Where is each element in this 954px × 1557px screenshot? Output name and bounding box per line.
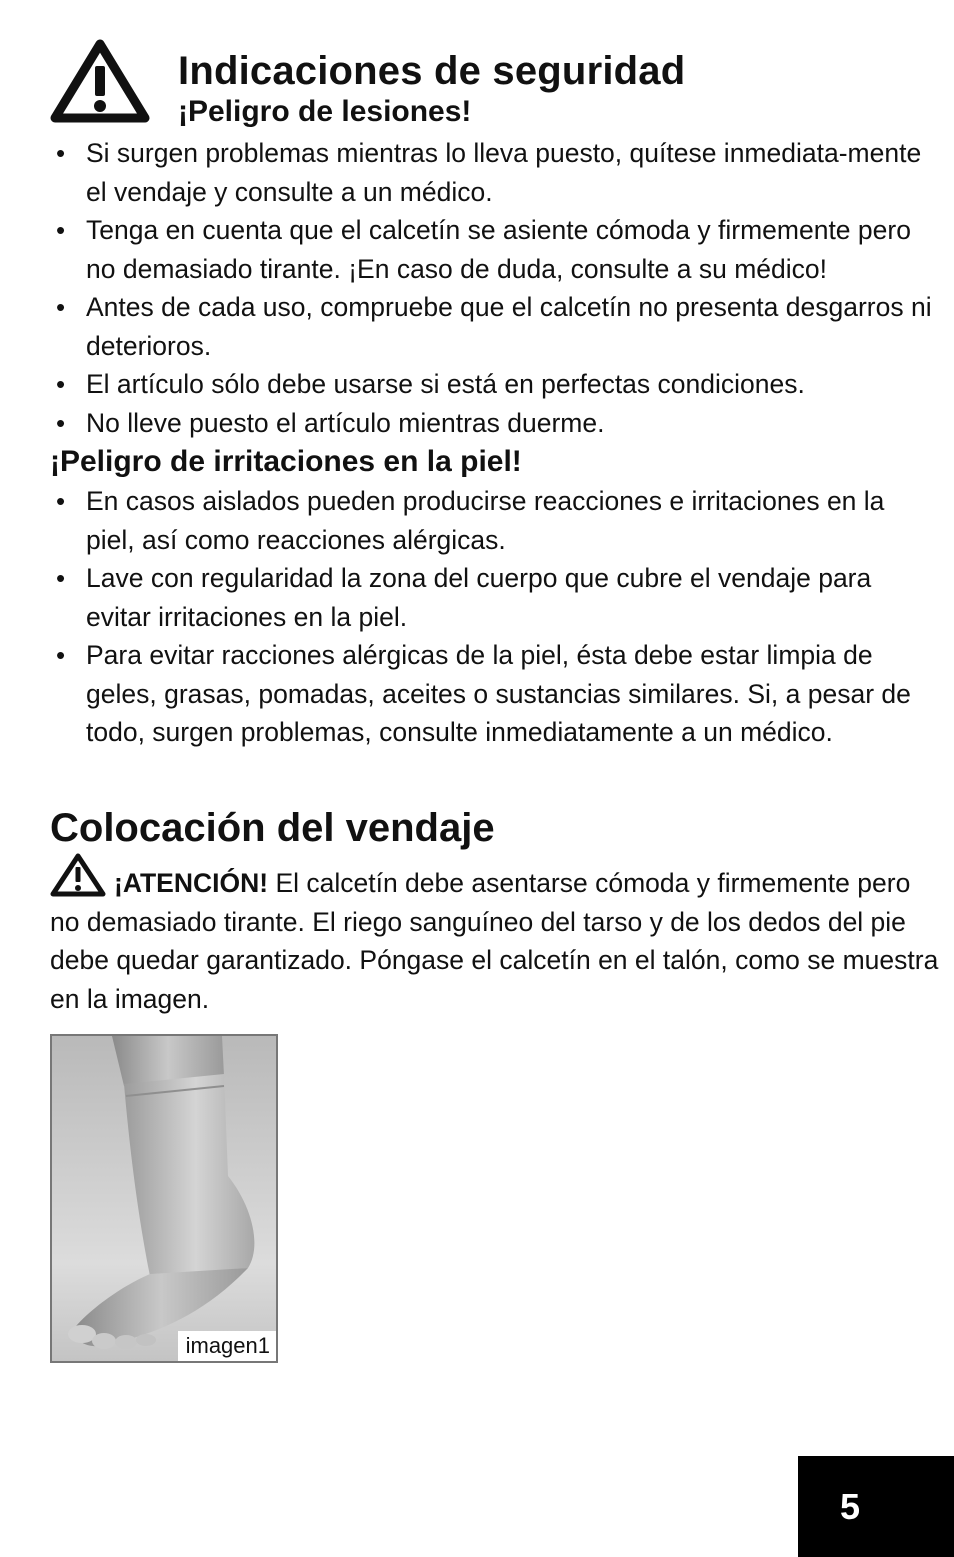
list-item: • En casos aislados pueden producirse reacciones e irritaciones en la piel, así como reacciones alérgicas. — [50, 482, 940, 559]
safety-header — [50, 38, 930, 128]
placement-title: Colocación del vendaje — [50, 806, 495, 850]
warning-triangle-icon — [50, 38, 150, 124]
attention-paragraph — [50, 852, 940, 1018]
warning-triangle-icon — [50, 852, 106, 898]
attention-text: El calcetín debe asentarse cómoda y firmemente pero no demasiado tirante. El riego sanguíneo del tarso y de los dedos del pie debe quedar garantizado. Póngase el calcetín en el talón, como se muestra en la imagen. — [50, 868, 939, 1014]
image-caption: imagen1 — [178, 1331, 276, 1361]
list-item: • Para evitar racciones alérgicas de la piel, ésta debe estar limpia de geles, grasas, pomadas, aceites o sustancias similares. Si, a pesar de todo, surgen problemas, consulte inmediatamente a un médico. — [50, 636, 940, 752]
attention-label: ¡ATENCIÓN! — [114, 868, 269, 898]
list-item: • El artículo sólo debe usarse si está en perfectas condiciones. — [50, 365, 940, 404]
foot-illustration — [52, 1036, 276, 1361]
ankle-sock-photo — [50, 1034, 278, 1363]
injury-warning-list — [50, 134, 940, 442]
page-number-tab — [798, 1456, 954, 1557]
safety-title: Indicaciones de seguridad — [178, 49, 686, 93]
skin-danger-subtitle: ¡Peligro de irritaciones en la piel! — [50, 445, 522, 478]
list-item: • Lave con regularidad la zona del cuerpo que cubre el vendaje para evitar irritaciones en la piel. — [50, 559, 940, 636]
skin-warning-list — [50, 482, 940, 752]
list-item: • Tenga en cuenta que el calcetín se asiente cómoda y firmemente pero no demasiado tirante. ¡En caso de duda, consulte a su médico! — [50, 211, 940, 288]
page-number: 5 — [839, 1485, 861, 1527]
list-item: • Si surgen problemas mientras lo lleva puesto, quítese inmediata-mente el vendaje y consulte a un médico. — [50, 134, 940, 211]
list-item: • No lleve puesto el artículo mientras duerme. — [50, 404, 940, 443]
injury-danger-subtitle: ¡Peligro de lesiones! — [178, 95, 472, 128]
list-item: • Antes de cada uso, compruebe que el calcetín no presenta desgarros ni deterioros. — [50, 288, 940, 365]
